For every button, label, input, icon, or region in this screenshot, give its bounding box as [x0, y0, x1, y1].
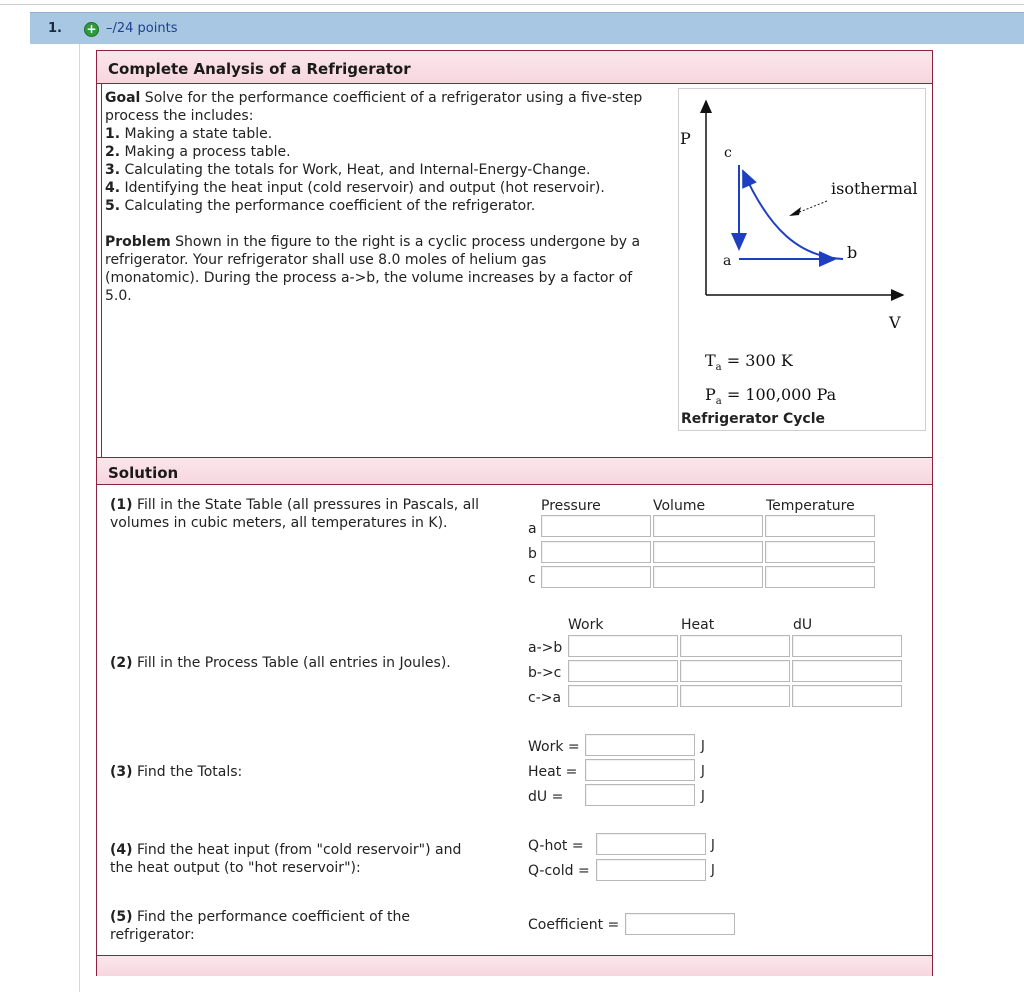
goal-step-num: 2. [105, 144, 121, 160]
problem-text-4: 5.0. [105, 288, 132, 304]
step4-text [110, 841, 520, 877]
state-a-temperature-input[interactable] [765, 515, 875, 537]
step4-text-1: Find the heat input (from "cold reservoir") and [132, 842, 462, 858]
solution-title-bar [97, 457, 932, 485]
total-heat-input[interactable] [585, 759, 695, 781]
state-c-volume-input[interactable] [653, 566, 763, 588]
coefficient-label: Coefficient = [528, 917, 620, 933]
goal-label: Goal [105, 90, 141, 106]
step4-text-2: the heat output (to "hot reservoir"): [110, 860, 361, 876]
point-b-label: b [847, 243, 858, 262]
pa-value: = 100,000 Pa [721, 385, 837, 404]
question-points: –/24 points [106, 21, 178, 36]
process-row-label: a->b [528, 640, 563, 656]
problem-text-3: (monatomic). During the process a->b, the volume increases by a factor of [105, 270, 633, 286]
ta-subscript: a [715, 362, 722, 373]
point-a-label: a [723, 253, 732, 269]
unit-joule: J [711, 838, 715, 853]
process-ca-heat-input[interactable] [680, 685, 790, 707]
problem-label: Problem [105, 234, 171, 250]
panel-footer-bar [97, 955, 932, 976]
v-axis-label: V [889, 313, 901, 332]
process-ab-work-input[interactable] [568, 635, 678, 657]
question-number: 1. [48, 21, 62, 36]
coefficient-input[interactable] [625, 913, 735, 935]
goal-step-text: Identifying the heat input (cold reservoir) and output (hot reservoir). [120, 180, 605, 196]
process-row-label: c->a [528, 690, 562, 706]
goal-step [105, 143, 673, 161]
step5-text-1: Find the performance coefficient of the [132, 909, 411, 925]
question-header-bar [30, 12, 1024, 44]
goal-section [105, 89, 673, 215]
question-panel [96, 50, 933, 976]
goal-step-text: Calculating the totals for Work, Heat, and Internal-Energy-Change. [120, 162, 591, 178]
process-ab-du-input[interactable] [792, 635, 902, 657]
process-bc-heat-input[interactable] [680, 660, 790, 682]
p-axis-label: P [680, 129, 691, 148]
total-du-input[interactable] [585, 784, 695, 806]
state-c-temperature-input[interactable] [765, 566, 875, 588]
step1-text-1: Fill in the State Table (all pressures in Pascals, all [132, 497, 480, 513]
problem-text-2: refrigerator. Your refrigerator shall use 8.0 moles of helium gas [105, 252, 547, 268]
goal-text: Solve for the performance coefficient of a refrigerator using a five-step [140, 90, 643, 106]
goal-step [105, 125, 673, 143]
pa-subscript: a [715, 396, 722, 407]
goal-step-text: Making a process table. [120, 144, 291, 160]
process-bc-work-input[interactable] [568, 660, 678, 682]
step1-text [110, 496, 520, 532]
q-cold-input[interactable] [596, 859, 706, 881]
state-row-label: b [528, 546, 537, 562]
problem-section [105, 233, 673, 305]
step2-num: (2) [110, 655, 133, 671]
state-a-pressure-input[interactable] [541, 515, 651, 537]
step3-text [110, 763, 242, 781]
goal-step-num: 4. [105, 180, 121, 196]
unit-joule: J [701, 739, 705, 754]
process-col-header: Heat [681, 617, 715, 633]
step5-text-2: refrigerator: [110, 927, 195, 943]
goal-step-num: 5. [105, 198, 121, 214]
process-col-header: Work [568, 617, 604, 633]
figure-caption: Refrigerator Cycle [681, 411, 826, 427]
state-col-header: Temperature [766, 498, 855, 514]
unit-joule: J [701, 789, 705, 804]
step3-text-body: Find the Totals: [132, 764, 243, 780]
goal-step [105, 161, 673, 179]
state-row-label: a [528, 521, 537, 537]
process-bc-du-input[interactable] [792, 660, 902, 682]
isothermal-pointer-head [789, 207, 801, 216]
q-hot-input[interactable] [596, 833, 706, 855]
q-hot-label: Q-hot = [528, 838, 584, 854]
step4-num: (4) [110, 842, 133, 858]
step5-text [110, 908, 520, 944]
step2-text [110, 654, 451, 672]
state-c-pressure-input[interactable] [541, 566, 651, 588]
state-col-header: Volume [653, 498, 706, 514]
panel-title: Complete Analysis of a Refrigerator [108, 60, 411, 78]
pa-symbol: P [705, 385, 716, 404]
left-rule [79, 43, 80, 992]
panel-title-bar [97, 51, 932, 84]
goal-text-2: process the includes: [105, 108, 254, 124]
expand-plus-icon[interactable]: + [84, 22, 99, 37]
top-rule [0, 4, 1024, 5]
solution-title: Solution [108, 464, 179, 482]
step5-num: (5) [110, 909, 133, 925]
process-ca-du-input[interactable] [792, 685, 902, 707]
total-du-label: dU = [528, 789, 564, 805]
pa-readout [705, 385, 836, 407]
goal-step-num: 1. [105, 126, 121, 142]
process-row-label: b->c [528, 665, 562, 681]
state-col-header: Pressure [541, 498, 601, 514]
state-b-pressure-input[interactable] [541, 541, 651, 563]
isothermal-pointer [797, 201, 827, 213]
process-col-header: dU [793, 617, 813, 633]
unit-joule: J [711, 863, 715, 878]
total-heat-label: Heat = [528, 764, 578, 780]
step1-text-2: volumes in cubic meters, all temperatures in K). [110, 515, 448, 531]
process-ab-heat-input[interactable] [680, 635, 790, 657]
goal-step-num: 3. [105, 162, 121, 178]
state-b-volume-input[interactable] [653, 541, 763, 563]
state-b-temperature-input[interactable] [765, 541, 875, 563]
pv-diagram [679, 89, 925, 430]
unit-joule: J [701, 764, 705, 779]
state-row-label: c [528, 571, 536, 587]
goal-step [105, 179, 673, 197]
total-work-label: Work = [528, 739, 580, 755]
goal-step [105, 197, 673, 215]
step3-num: (3) [110, 764, 133, 780]
q-cold-label: Q-cold = [528, 863, 590, 879]
goal-step-text: Making a state table. [120, 126, 273, 142]
ta-symbol: T [705, 351, 716, 370]
isothermal-label: isothermal [831, 179, 918, 198]
total-work-input[interactable] [585, 734, 695, 756]
pv-diagram-figure [678, 88, 926, 431]
goal-step-text: Calculating the performance coefficient of the refrigerator. [120, 198, 536, 214]
panel-divider [101, 83, 102, 457]
step1-num: (1) [110, 497, 133, 513]
point-c-label: c [724, 145, 732, 161]
process-ca-work-input[interactable] [568, 685, 678, 707]
ta-readout [705, 351, 793, 373]
step2-text-body: Fill in the Process Table (all entries in Joules). [132, 655, 451, 671]
ta-value: = 300 K [721, 351, 793, 370]
problem-text: Shown in the figure to the right is a cyclic process undergone by a [170, 234, 641, 250]
state-a-volume-input[interactable] [653, 515, 763, 537]
